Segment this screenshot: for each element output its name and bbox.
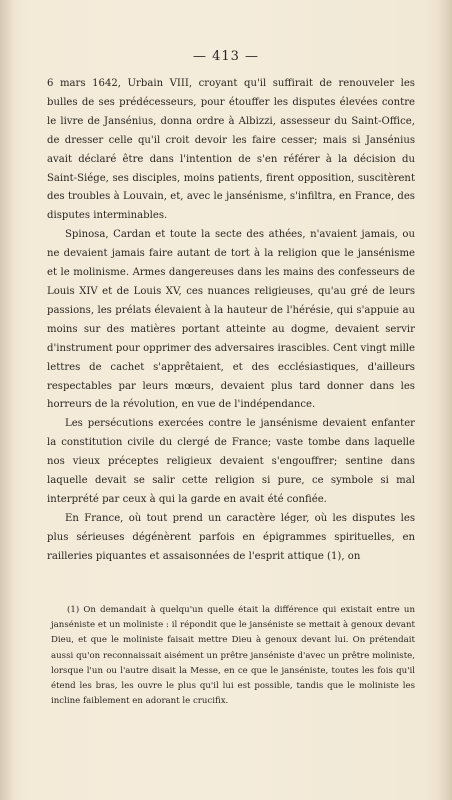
paragraph-4: En France, où tout prend un caractère léger, où les disputes les plus sérieuses dégénèrent parfois en épigrammes spirituelles, en railleries piquantes et assaisonnées de l'esprit attique (1), on [47, 512, 415, 562]
footnote-text: (1) On demandait à quelqu'un quelle était la différence qui existait entre un janséniste et un moliniste : il répondit que le janséniste se mettait à genoux devant Dieu, et que le moliniste faisait mettre Dieu à genoux devant lui. On prétendait aussi qu'on reconnaissait aisément un prêtre janséniste d'avec un prêtre moliniste, lorsque l'un ou l'autre disait la Messe, en ce que le janséniste, toutes les fois qu'il étend les bras, les ouvre le plus qu'il lui est possible, tandis que le moliniste les incline faiblement en adorant le crucifix. [51, 605, 415, 707]
paragraph-2: Spinosa, Cardan et toute la secte des athées, n'avaient jamais, ou ne devaient jamais faire autant de tort à la religion que le jansénisme et le molinisme. Armes dangereuses dans les mains des confesseurs de Louis XIV et de Louis XV, ces nuances religieuses, qu'au gré de leurs passions, les prélats élevaient à la hauteur de l'hérésie, qui s'appuie au moins sur des matières portant atteinte au dogme, devaient servir d'instrument pour opprimer des adversaires irascibles. Cent vingt mille lettres de cachet s'apprêtaient, et des ecclésiastiques, d'ailleurs respectables par leurs mœurs, devaient plus tard donner dans les horreurs de la révolution, en vue de l'indépendance. [47, 229, 415, 411]
footnote [51, 603, 415, 709]
paragraph-3: Les persécutions exercées contre le jansénisme devaient enfanter la constitution civile du clergé de France; vaste tombe dans laquelle nos vieux préceptes religieux devaient s'engouffrer; sentine dans laquelle devait se salir cette religion si pure, ce symbole si mal interprété par ceux à qui la garde en avait été confiée. [47, 418, 415, 505]
body-text [47, 75, 415, 567]
page-edge-shadow-left [0, 0, 14, 800]
paragraph-1: 6 mars 1642, Urbain VIII, croyant qu'il suffirait de renouveler les bulles de ses prédécesseurs, pour étouffer les disputes élevées contre le livre de Jansénius, donna ordre à Albizzi, assesseur du Saint-Office, de dresser celle qu'il croit devoir les faire cesser; mais si Jansénius avait déclaré être dans l'intention de s'en référer à la décision du Saint-Siége, ses disciples, moins patients, firent opposition, suscitèrent des troubles à Louvain, et, avec le jansénisme, s'infiltra, en France, des disputes interminables. [47, 78, 415, 222]
page-edge-shadow-right [438, 0, 452, 800]
page-number: — 413 — [192, 49, 260, 64]
